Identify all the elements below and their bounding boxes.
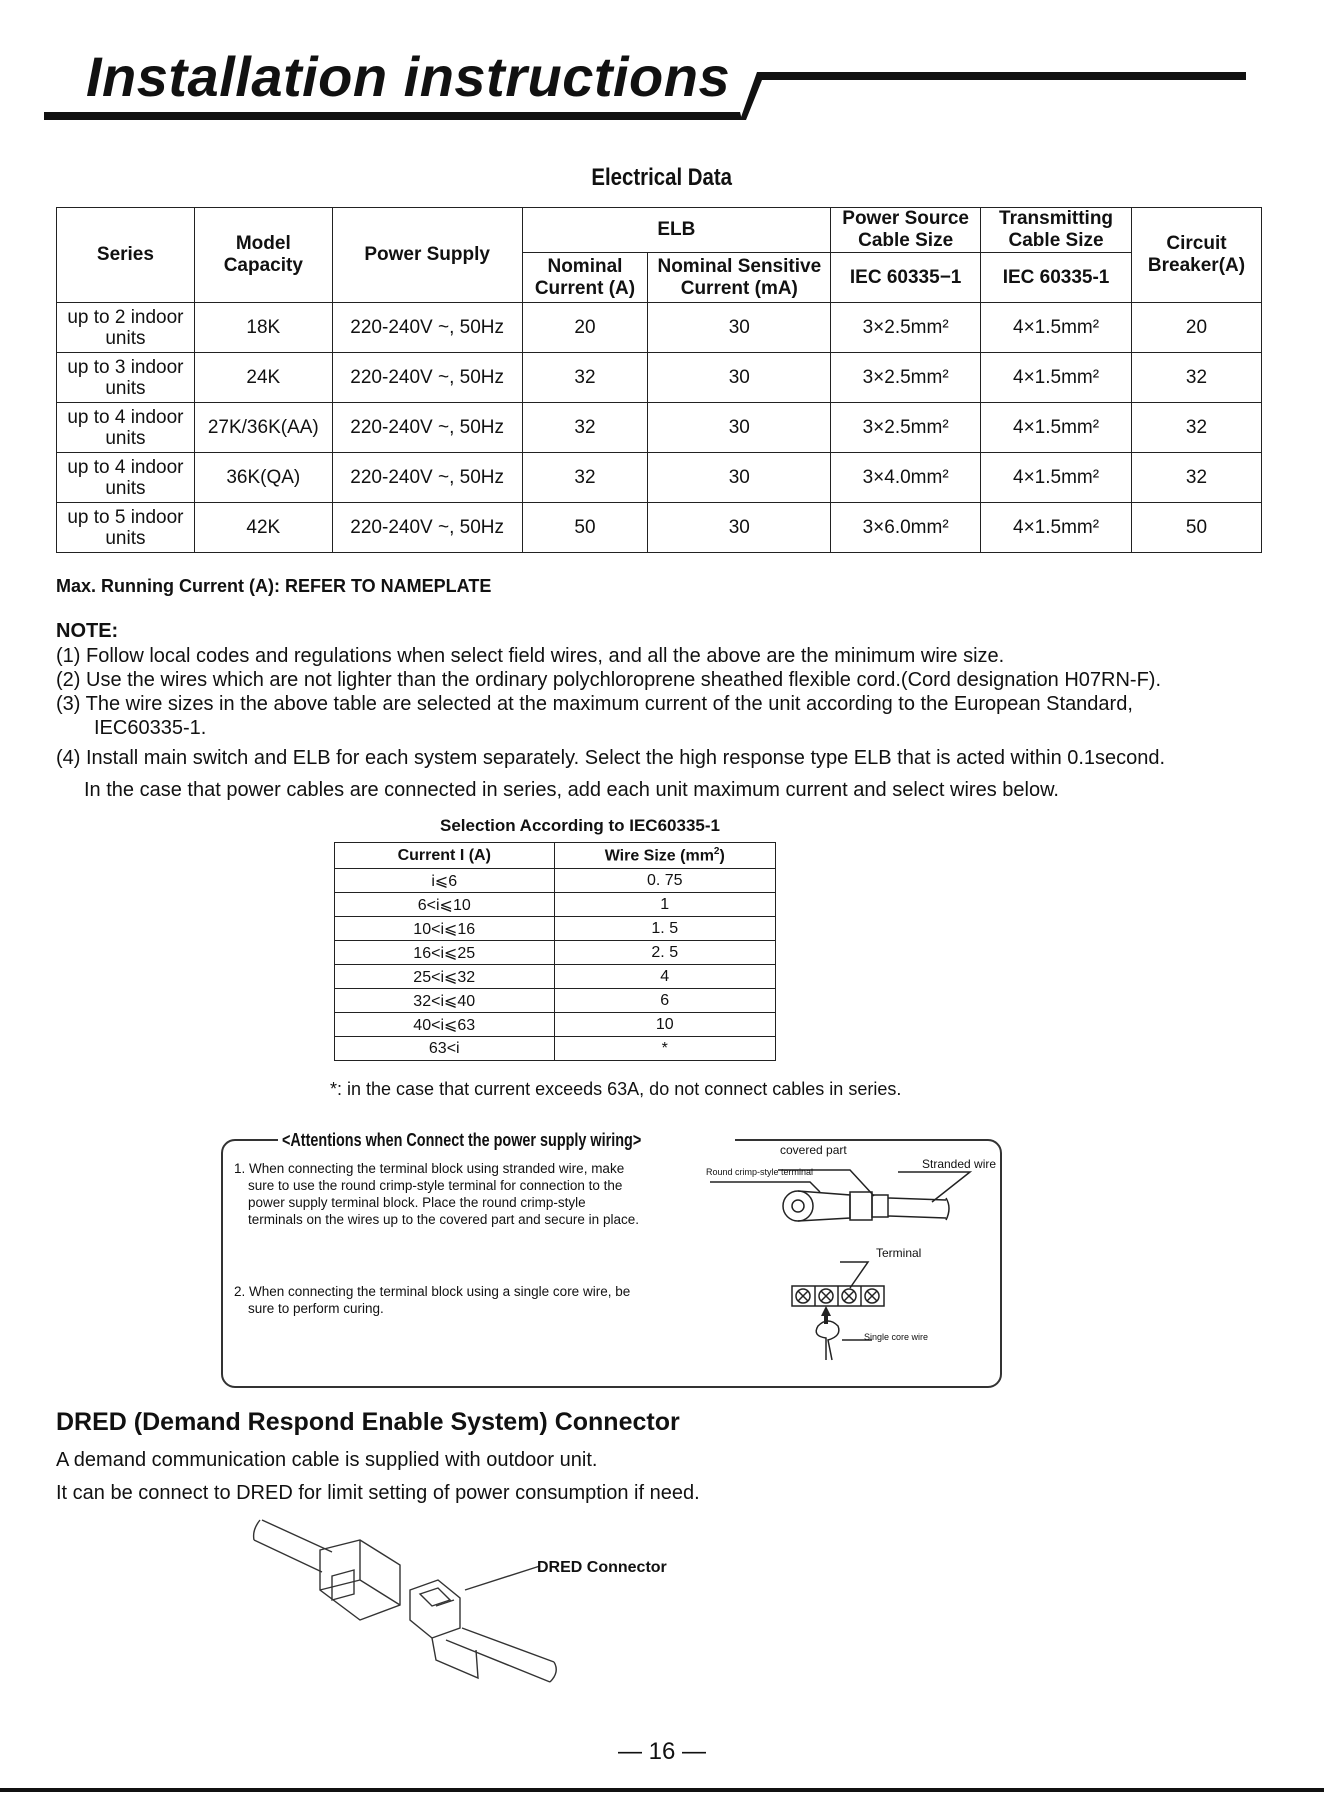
col-header-transmitting: Transmitting Cable Size	[981, 208, 1132, 253]
dred-connector-label: DRED Connector	[537, 1559, 667, 1576]
dred-text-2: It can be connect to DRED for limit setting of power consumption if need.	[56, 1482, 700, 1504]
table-row: up to 3 indoor units 24K 220-240V ~, 50Hz 32 30 3×2.5mm² 4×1.5mm² 32	[57, 353, 1262, 403]
table-row: 16<i⩽25 2. 5	[335, 941, 776, 965]
table-row: up to 4 indoor units 27K/36K(AA) 220-240V ~, 50Hz 32 30 3×2.5mm² 4×1.5mm² 32	[57, 403, 1262, 453]
note-2: (2) Use the wires which are not lighter than the ordinary polychloroprene sheathed flexible cord.(Cord designation H07RN-F).	[56, 669, 1161, 691]
col-header-nominal-sensitive: Nominal Sensitive Current (mA)	[648, 253, 831, 303]
table-row: 63<i *	[335, 1037, 776, 1061]
note-1: (1) Follow local codes and regulations when select field wires, and all the above are the minimum wire size.	[56, 645, 1005, 667]
col-header-nominal-current: Nominal Current (A)	[522, 253, 648, 303]
table-row: up to 2 indoor units 18K 220-240V ~, 50Hz 20 30 3×2.5mm² 4×1.5mm² 20	[57, 303, 1262, 353]
col-header-transmitting-std: IEC 60335-1	[981, 253, 1132, 303]
table-row: up to 4 indoor units 36K(QA) 220-240V ~, 50Hz 32 30 3×4.0mm² 4×1.5mm² 32	[57, 453, 1262, 503]
arrow-up-icon	[821, 1306, 831, 1316]
table-row: 6<i⩽10 1	[335, 893, 776, 917]
page-number: — 16 —	[617, 1738, 707, 1765]
col-header-power-source-std: IEC 60335−1	[831, 253, 981, 303]
table-row: i⩽6 0. 75	[335, 869, 776, 893]
col-header-power-supply: Power Supply	[332, 208, 522, 303]
header-rule	[0, 0, 1324, 130]
dred-connector-illustration	[250, 1510, 570, 1690]
max-running-current: Max. Running Current (A): REFER TO NAMEPLATE	[56, 576, 492, 596]
electrical-data-table	[56, 207, 1262, 553]
table-row: 10<i⩽16 1. 5	[335, 917, 776, 941]
label-round-crimp: Round crimp-style terminal	[706, 1167, 814, 1177]
col-header-power-source: Power Source Cable Size	[831, 208, 981, 253]
dred-heading: DRED (Demand Respond Enable System) Connector	[56, 1408, 680, 1436]
section-title: Electrical Data	[591, 164, 733, 191]
note-4-cont: In the case that power cables are connected in series, add each unit maximum current and select wires below.	[84, 779, 1059, 801]
attention-item-1: 1. When connecting the terminal block using stranded wire, make sure to use the round crimp-style terminal for connection to the power supply terminal block. Place the round crimp-style terminals on the wires up to the covered part and secure in place.	[234, 1161, 639, 1227]
col-header-model: Model Capacity	[194, 208, 332, 303]
note-3: (3) The wire sizes in the above table are selected at the maximum current of the unit according to the European Standard,	[56, 693, 1133, 715]
table-row: up to 5 indoor units 42K 220-240V ~, 50Hz 50 30 3×6.0mm² 4×1.5mm² 50	[57, 503, 1262, 553]
page-title: Installation instructions	[86, 45, 731, 108]
label-terminal: Terminal	[876, 1246, 922, 1260]
note-heading: NOTE:	[56, 620, 119, 642]
col-header-series: Series	[57, 208, 195, 303]
attention-item-2: 2. When connecting the terminal block using a single core wire, be sure to perform curing.	[234, 1284, 631, 1316]
col-header-current: Current I (A)	[335, 843, 555, 869]
note-3-cont: IEC60335-1.	[94, 717, 207, 739]
wire-selection-table	[334, 842, 776, 1061]
table-row: 25<i⩽32 4	[335, 965, 776, 989]
label-covered-part: covered part	[780, 1143, 847, 1157]
note-4: (4) Install main switch and ELB for each system separately. Select the high response type ELB that is acted within 0.1second.	[56, 747, 1166, 769]
label-stranded-wire: Stranded wire	[922, 1157, 997, 1171]
bottom-rule	[0, 1788, 1324, 1792]
dred-text-1: A demand communication cable is supplied with outdoor unit.	[56, 1449, 598, 1471]
selection-footnote: *: in the case that current exceeds 63A, do not connect cables in series.	[330, 1079, 902, 1099]
col-header-wire-size: Wire Size $(mm^2)$	[554, 843, 775, 869]
table-row: 40<i⩽63 10	[335, 1013, 776, 1037]
selection-title: Selection According to IEC60335-1	[440, 816, 720, 835]
col-header-circuit-breaker: Circuit Breaker(A)	[1132, 208, 1262, 303]
col-header-elb: ELB	[522, 208, 831, 253]
label-single-core: Single core wire	[864, 1332, 929, 1342]
table-row: 32<i⩽40 6	[335, 989, 776, 1013]
attention-title: <Attentions when Connect the power supply wiring>	[278, 1130, 735, 1151]
